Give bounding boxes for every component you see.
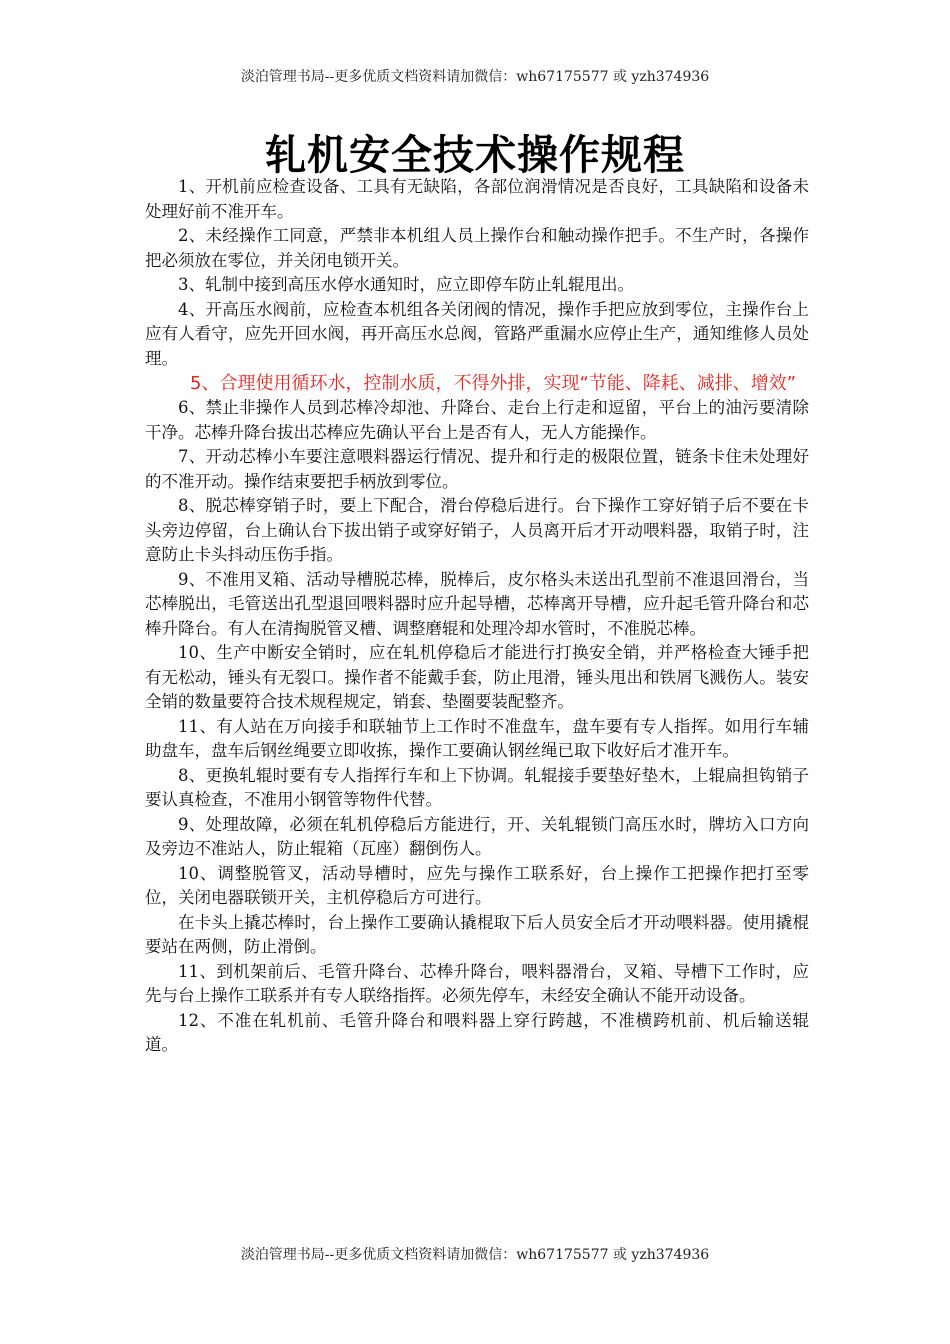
paragraph: 4、开高压水阀前，应检查本机组各关闭阀的情况，操作手把应放到零位，主操作台上应有人看守，应先开回水阀，再开高压水总阀，管路严重漏水应停止生产，通知维修人员处理。 <box>145 299 809 368</box>
paragraph: 10、生产中断安全销时，应在轧机停稳后才能进行打换安全销，并严格检查大锤手把有无松动，锤头有无裂口。操作者不能戴手套，防止甩滑，锤头甩出和铁屑飞溅伤人。装安全销的数量要符合技术规程规定，销套、垫圈要装配整齐。 <box>145 643 809 711</box>
page-footer: 淡泊管理书局--更多优质文档资料请加微信：wh67175577 或 yzh374936 <box>240 1247 710 1263</box>
document-body <box>145 175 809 1058</box>
page-header: 淡泊管理书局--更多优质文档资料请加微信：wh67175577 或 yzh374936 <box>240 69 710 85</box>
paragraph: 12、不准在轧机前、毛管升降台和喂料器上穿行跨越，不准横跨机前、机后输送辊道。 <box>145 1010 809 1054</box>
paragraph: 1、开机前应检查设备、工具有无缺陷，各部位润滑情况是否良好，工具缺陷和设备未处理好前不准开车。 <box>145 177 809 221</box>
paragraph: 11、有人站在万向接手和联轴节上工作时不准盘车，盘车要有专人指挥。如用行车辅助盘车，盘车后钢丝绳要立即收拣，操作工要确认钢丝绳已取下收好后才准开车。 <box>145 716 809 760</box>
highlighted-paragraph: 5、合理使用循环水，控制水质，不得外排，实现“节能、降耗、减排、增效” <box>190 373 797 394</box>
paragraph: 6、禁止非操作人员到芯棒冷却池、升降台、走台上行走和逗留，平台上的油污要清除干净。芯棒升降台拔出芯棒应先确认平台上是否有人，无人方能操作。 <box>145 398 809 442</box>
paragraph: 9、处理故障，必须在轧机停稳后方能进行，开、关轧辊锁门高压水时，牌坊入口方向及旁边不准站人，防止辊箱（瓦座）翻倒伤人。 <box>145 814 809 858</box>
paragraph: 10、调整脱管叉，活动导槽时，应先与操作工联系好，台上操作工把操作把打至零位，关闭电器联锁开关，主机停稳后方可进行。 <box>145 863 809 907</box>
paragraph: 3、轧制中接到高压水停水通知时，应立即停车防止轧辊甩出。 <box>178 275 634 294</box>
paragraph: 8、更换轧辊时要有专人指挥行车和上下协调。轧辊接手要垫好垫木，上辊扁担钩销子要认真检查，不准用小钢管等物件代替。 <box>145 765 809 809</box>
paragraph: 在卡头上撬芯棒时，台上操作工要确认撬棍取下后人员安全后才开动喂料器。使用撬棍要站在两侧，防止滑倒。 <box>145 912 809 956</box>
paragraph: 9、不准用叉箱、活动导槽脱芯棒，脱棒后，皮尔格头未送出孔型前不准退回滑台，当芯棒脱出，毛管送出孔型退回喂料器时应升起导槽，芯棒离开导槽，应升起毛管升降台和芯棒升降台。有人在清掏脱管叉槽、调整磨辊和处理冷却水管时，不准脱芯棒。 <box>145 569 809 638</box>
paragraph: 2、未经操作工同意，严禁非本机组人员上操作台和触动操作把手。不生产时，各操作把必须放在零位，并关闭电锁开关。 <box>145 226 809 270</box>
paragraph: 8、脱芯棒穿销子时，要上下配合，滑台停稳后进行。台下操作工穿好销子后不要在卡头旁边停留，台上确认台下拔出销子或穿好销子，人员离开后才开动喂料器，取销子时，注意防止卡头抖动压伤手指。 <box>145 496 809 564</box>
document-title: 轧机安全技术操作规程 <box>265 131 685 179</box>
paragraph: 7、开动芯棒小车要注意喂料器运行情况、提升和行走的极限位置，链条卡住未处理好的不准开动。操作结束要把手柄放到零位。 <box>145 447 809 491</box>
paragraph: 11、到机架前后、毛管升降台、芯棒升降台，喂料器滑台，叉箱、导槽下工作时，应先与台上操作工联系并有专人联络指挥。必须先停车，未经安全确认不能开动设备。 <box>145 961 809 1005</box>
